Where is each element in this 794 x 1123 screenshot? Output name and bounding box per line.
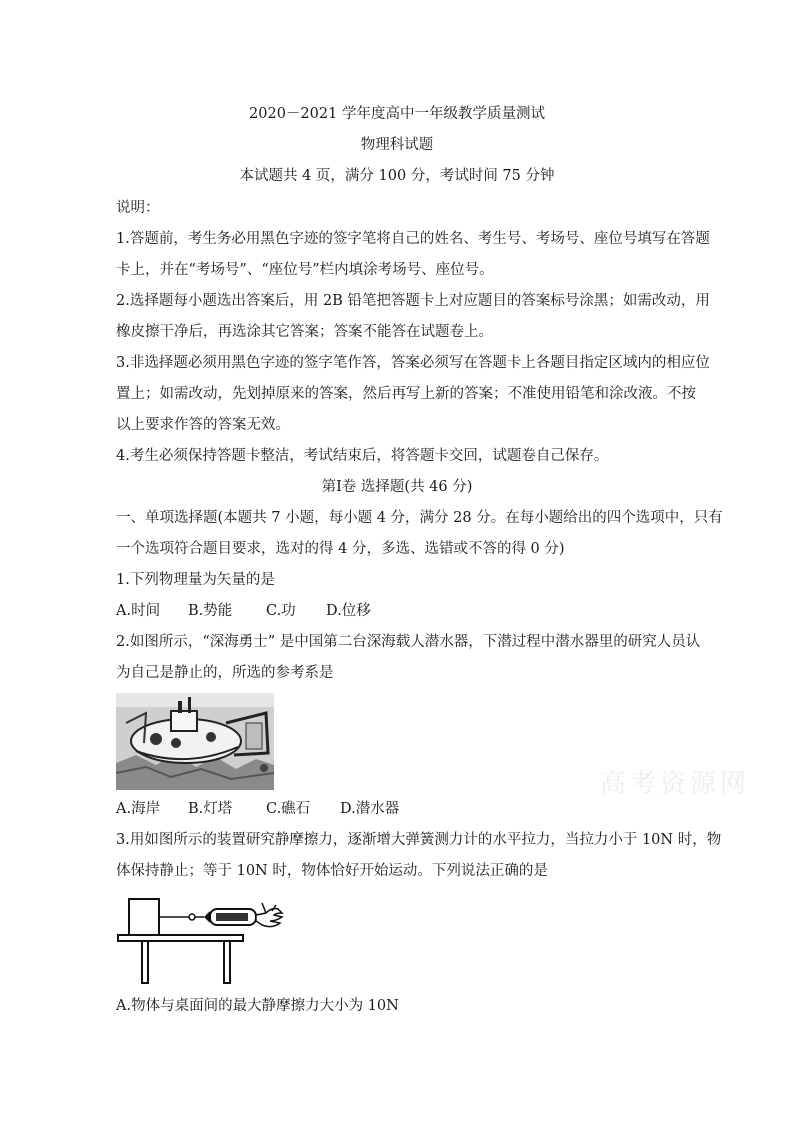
q3-stem-line-1: 3.用如图所示的装置研究静摩擦力，逐渐增大弹簧测力计的水平拉力，当拉力小于 10N 时，物 — [116, 832, 722, 848]
q2-option-c: C.礁石 — [266, 801, 311, 817]
note-2-line-2: 橡皮擦干净后，再选涂其它答案；答案不能答在试题卷上。 — [116, 324, 493, 340]
note-1-line-1: 1.答题前，考生务必用黑色字迹的签字笔将自己的姓名、考生号、考场号、座位号填写在答题 — [116, 231, 710, 247]
note-4-line-1: 4.考生必须保持答题卡整洁，考试结束后，将答题卡交回，试题卷自己保存。 — [116, 448, 609, 464]
q2-option-d: D.潜水器 — [340, 801, 400, 817]
q2-options — [116, 799, 399, 819]
q3-stem-line-2: 体保持静止；等于 10N 时，物体恰好开始运动。下列说法正确的是 — [116, 863, 548, 879]
note-2-line-1: 2.选择题每小题选出答案后，用 2B 铅笔把答题卡上对应题目的答案标号涂黑；如需改动，用 — [116, 293, 710, 309]
subject-title: 物理科试题 — [360, 137, 434, 153]
watermark: 高考资源网 — [600, 769, 751, 799]
exam-info: 本试题共 4 页，满分 100 分，考试时间 75 分钟 — [239, 168, 555, 184]
q3-option-a: A.物体与桌面间的最大静摩擦力大小为 10N — [116, 998, 399, 1014]
q2-option-b: B.灯塔 — [188, 801, 233, 817]
section-desc-line-2: 一个选项符合题目要求，选对的得 4 分，多选、选错或不答的得 0 分) — [116, 541, 565, 557]
q1-option-a: A.时间 — [116, 603, 161, 619]
q1-option-d: D.位移 — [326, 603, 371, 619]
note-3-line-3: 以上要求作答的答案无效。 — [116, 417, 290, 433]
q2-option-a: A.海岸 — [116, 801, 161, 817]
q1-options — [116, 601, 371, 621]
section-desc-line-1: 一、单项选择题(本题共 7 小题，每小题 4 分，满分 28 分。在每小题给出的四个选项中，只有 — [116, 510, 723, 526]
exam-title: 2020－2021 学年度高中一年级教学质量测试 — [249, 106, 545, 122]
submersible-photo-icon — [116, 693, 274, 790]
note-3-line-2: 置上；如需改动，先划掉原来的答案，然后再写上新的答案；不准使用铅笔和涂改液。不按 — [116, 386, 696, 402]
q2-stem-line-2: 为自己是静止的，所选的参考系是 — [116, 665, 334, 681]
note-3-line-1: 3.非选择题必须用黑色字迹的签字笔作答，答案必须写在答题卡上各题目指定区域内的相应位 — [116, 355, 710, 371]
note-1-line-2: 卡上，并在“考场号”、“座位号”栏内填涂考场号、座位号。 — [116, 262, 494, 278]
section-title: 第Ⅰ卷 选择题(共 46 分) — [321, 479, 473, 495]
q1-option-b: B.势能 — [188, 603, 233, 619]
spring-scale-apparatus-icon — [116, 891, 286, 986]
q1-option-c: C.功 — [266, 603, 296, 619]
q2-stem-line-1: 2.如图所示，“深海勇士” 是中国第二台深海载人潜水器，下潜过程中潜水器里的研究人员认 — [116, 634, 701, 650]
notes-label: 说明： — [116, 200, 160, 216]
q1-stem: 1.下列物理量为矢量的是 — [116, 572, 275, 588]
